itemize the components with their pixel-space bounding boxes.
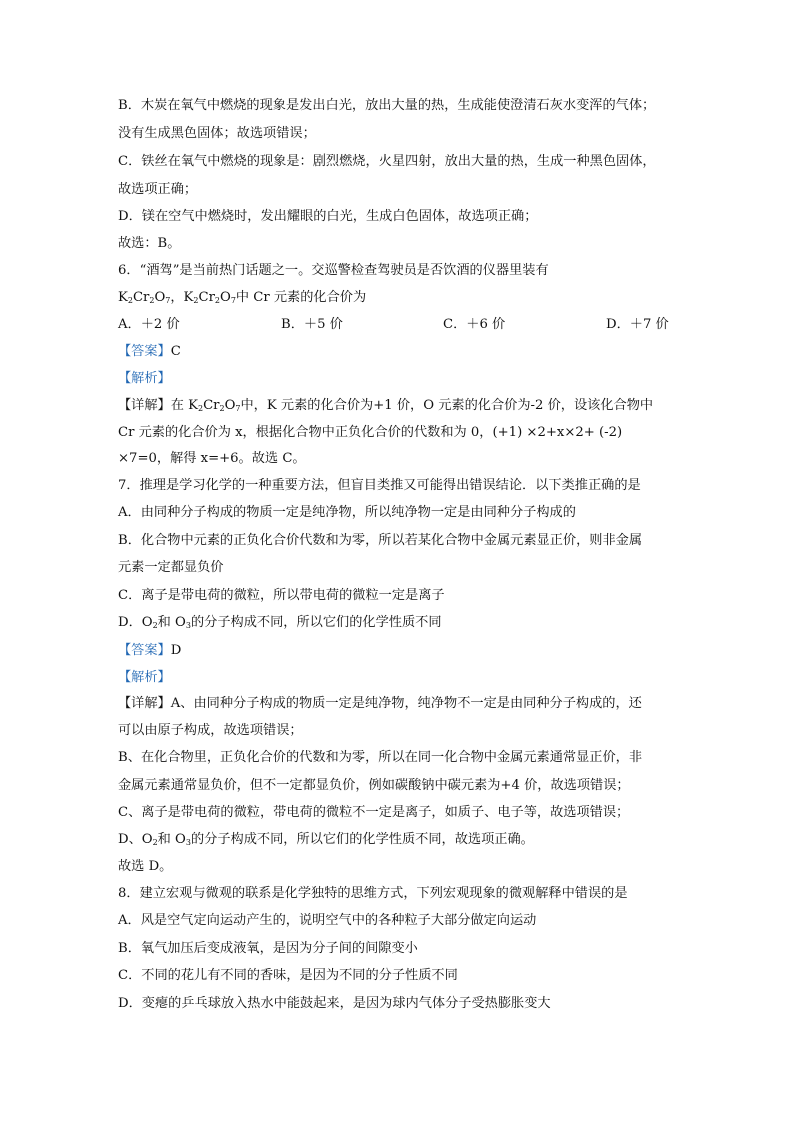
q7-option-d (118, 616, 442, 630)
q8-option-c: C．不同的花儿有不同的香味，是因为不同的分子性质不同 (118, 968, 458, 983)
formula-k-sub: 2 (127, 296, 133, 305)
q6-options (118, 318, 678, 334)
q7-analysis-tag: 【解析】 (118, 670, 171, 685)
q6-stem-line2 (118, 291, 366, 305)
q7-detail6-mid: 和 O (157, 832, 186, 847)
q7-option-c: C．离子是带电荷的微粒，所以带电荷的微粒一定是离子 (118, 588, 445, 603)
q5-option-b-line2: 没有生成黑色固体；故选项错误； (118, 126, 316, 141)
q7-option-b-line2: 元素一定都显负价 (118, 560, 224, 575)
formula-o-sub: 7 (165, 296, 171, 305)
q7-option-a: A．由同种分子构成的物质一定是纯净物，所以纯净物一定是由同种分子构成的 (118, 505, 576, 520)
formula-cr-sub-3: 2 (219, 404, 225, 413)
q6-option-d: D．＋7 价 (606, 317, 669, 332)
formula-k-3: K (188, 398, 198, 413)
q6-analysis-tag: 【解析】 (118, 371, 171, 386)
q6-option-a: A．＋2 价 (118, 317, 180, 332)
answer-value: D (170, 643, 182, 658)
formula-cr-2: Cr (198, 290, 215, 305)
q7-d-pre: D．O (118, 615, 153, 630)
answer-value: C (170, 344, 181, 359)
q7-answer (118, 644, 181, 657)
q7-detail-line2: 可以由原子构成，故选项错误； (118, 723, 303, 738)
q7-detail6-tail: 的分子构成不同，所以它们的化学性质不同，故选项正确。 (190, 832, 534, 847)
formula-k-2: K (183, 290, 194, 305)
q7-detail-line6 (118, 833, 534, 847)
formula-cr-3: Cr (203, 398, 220, 413)
q7-d-mid: 和 O (157, 615, 186, 630)
formula-o-sub-2: 7 (230, 296, 236, 305)
answer-tag: 【答案】 (118, 344, 171, 359)
formula-k-sub-3: 2 (198, 404, 204, 413)
q7-detail6-sub2: 3 (185, 838, 191, 847)
detail-pre: 在 (170, 398, 189, 413)
q6-stem-separator: ， (170, 290, 184, 305)
q7-detail-line5: C、离子是带电荷的微粒，带电荷的微粒不一定是离子，如质子、电子等，故选项错误； (118, 805, 630, 820)
detail-tag: 【详解】 (118, 696, 171, 711)
q6-stem-tail: 中 Cr 元素的化合价为 (235, 290, 367, 305)
q6-detail-line1 (118, 399, 653, 413)
q6-stem-line1: 6．“酒驾”是当前热门话题之一。交巡警检查驾驶员是否饮酒的仪器里装有 (118, 263, 549, 278)
q5-option-d-line1: D．镁在空气中燃烧时，发出耀眼的白光，生成白色固体，故选项正确； (118, 209, 538, 224)
q5-option-c-line2: 故选项正确； (118, 182, 198, 197)
formula-o-3: O (224, 398, 236, 413)
q7-detail6-sub1: 2 (152, 838, 158, 847)
q7-detail-line1 (118, 697, 642, 710)
q6-detail-line3: ×7=0，解得 x=+6。故选 C。 (118, 451, 306, 466)
q7-conclusion: 故选 D。 (118, 859, 173, 874)
q6-option-c: C．＋6 价 (443, 317, 506, 332)
q8-stem: 8．建立宏观与微观的联系是化学独特的思维方式，下列宏观现象的微观解释中错误的是 (118, 886, 628, 901)
q7-stem: 7．推理是学习化学的一种重要方法，但盲目类推又可能得出错误结论．以下类推正确的是 (118, 478, 641, 493)
detail-tag: 【详解】 (118, 398, 171, 413)
q7-d-sub1: 2 (152, 621, 158, 630)
q8-option-d: D．变瘪的乒乓球放入热水中能鼓起来，是因为球内气体分子受热膨胀变大 (118, 996, 551, 1011)
q7-detail-line4: 金属元素通常显负价，但不一定都显负价，例如碳酸钠中碳元素为+4 价，故选项错误； (118, 778, 630, 793)
formula-cr: Cr (132, 290, 150, 305)
formula-o-2: O (220, 290, 231, 305)
formula-cr-sub-2: 2 (214, 296, 220, 305)
detail-line1-tail: 中，K 元素的化合价为+1 价，O 元素的化合价为-2 价，设该化合物中 (240, 398, 654, 413)
q6-option-b: B．＋5 价 (281, 317, 343, 332)
q5-option-b-line1: B．木炭在氧气中燃烧的现象是发出白光，放出大量的热，生成能使澄清石灰水变浑的气体； (118, 98, 656, 113)
q5-conclusion: 故选：B。 (118, 236, 181, 251)
detail-text: A、由同种分子构成的物质一定是纯净物，纯净物不一定是由同种分子构成的，还 (170, 696, 642, 711)
formula-o-sub-3: 7 (235, 404, 241, 413)
q7-d-sub2: 3 (185, 621, 191, 630)
formula-k-sub-2: 2 (193, 296, 199, 305)
q7-d-tail: 的分子构成不同，所以它们的化学性质不同 (190, 615, 442, 630)
q5-option-c-line1: C．铁丝在氧气中燃烧的现象是：剧烈燃烧，火星四射，放出大量的热，生成一种黑色固体， (118, 154, 656, 169)
formula-o: O (154, 290, 166, 305)
answer-tag: 【答案】 (118, 643, 171, 658)
q8-option-a: A．风是空气定向运动产生的，说明空气中的各种粒子大部分做定向运动 (118, 913, 537, 928)
q7-option-b-line1: B．化合物中元素的正负化合价代数和为零，所以若某化合物中金属元素显正价，则非金属 (118, 533, 642, 548)
formula-k: K (118, 290, 128, 305)
q7-detail-line3: B、在化合物里，正负化合价的代数和为零，所以在同一化合物中金属元素通常显正价，非 (118, 750, 642, 765)
formula-cr-sub: 2 (149, 296, 155, 305)
q8-option-b: B．氧气加压后变成液氧，是因为分子间的间隙变小 (118, 941, 418, 956)
q7-detail6-pre: D、O (118, 832, 153, 847)
q6-detail-line2: Cr 元素的化合价为 x，根据化合物中正负化合价的代数和为 0，(+1) ×2+x×2+ (-2) (118, 425, 623, 440)
q6-answer (118, 345, 181, 358)
